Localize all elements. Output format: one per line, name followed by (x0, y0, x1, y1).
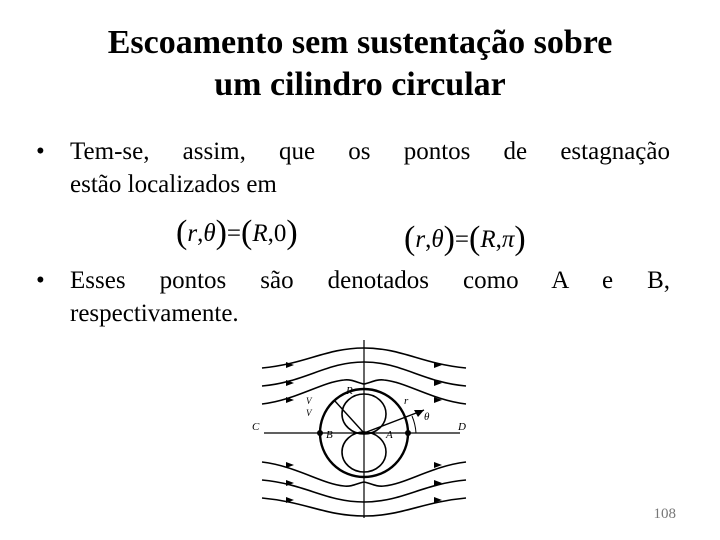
bullet-text (70, 136, 670, 201)
bullet-2-line-1: Esses pontos são denotados como A e B, (70, 267, 670, 294)
label-r: r (404, 395, 409, 407)
page-number: 108 (653, 506, 676, 522)
point-B-marker (317, 430, 323, 436)
flow-arrow-icon (286, 462, 294, 468)
bullet-2-line-2: respectivamente. (70, 299, 239, 327)
bullet-1-line-2: estão localizados em (70, 170, 277, 198)
r-vector (364, 410, 424, 433)
formula-2-var-theta: θ (431, 226, 444, 253)
bullet-marker: • (36, 138, 45, 165)
title-line-1: Escoamento sem sustentação sobre (107, 24, 613, 61)
bullet-1-line-1: Tem-se, assim, que os pontos de estagnação (70, 138, 670, 165)
label-theta: θ (424, 411, 430, 423)
formula-1-var-R: R (252, 220, 268, 247)
formula-1-value: 0 (273, 220, 287, 247)
theta-arc (412, 416, 416, 433)
formula-2-var-r: r (415, 226, 426, 253)
slide-title (0, 22, 720, 106)
title-line-2: um cilindro circular (214, 66, 506, 104)
label-R: R (346, 385, 353, 397)
formula-1-var-r: r (187, 220, 198, 247)
bullet-points-ab (36, 265, 670, 330)
formula-2-value: π (501, 226, 515, 253)
cylinder-flow-diagram (246, 338, 482, 520)
label-D: D (458, 421, 466, 433)
label-A: A (386, 429, 393, 441)
formula-2-var-R: R (480, 226, 496, 253)
label-B: B (326, 429, 333, 441)
label-v-theta: V (306, 396, 312, 406)
label-C: C (252, 421, 260, 433)
stagnation-point-formula-1: (r,θ)=(R,0) (176, 214, 298, 251)
formula-1-var-theta: θ (203, 220, 216, 247)
bullet-marker: • (36, 267, 45, 294)
point-A-marker (405, 430, 411, 436)
label-v-r: V (306, 408, 312, 418)
stagnation-point-formula-2: (r,θ)=(R,π) (404, 220, 526, 257)
bullet-stagnation (36, 136, 670, 201)
bullet-text (70, 265, 670, 330)
